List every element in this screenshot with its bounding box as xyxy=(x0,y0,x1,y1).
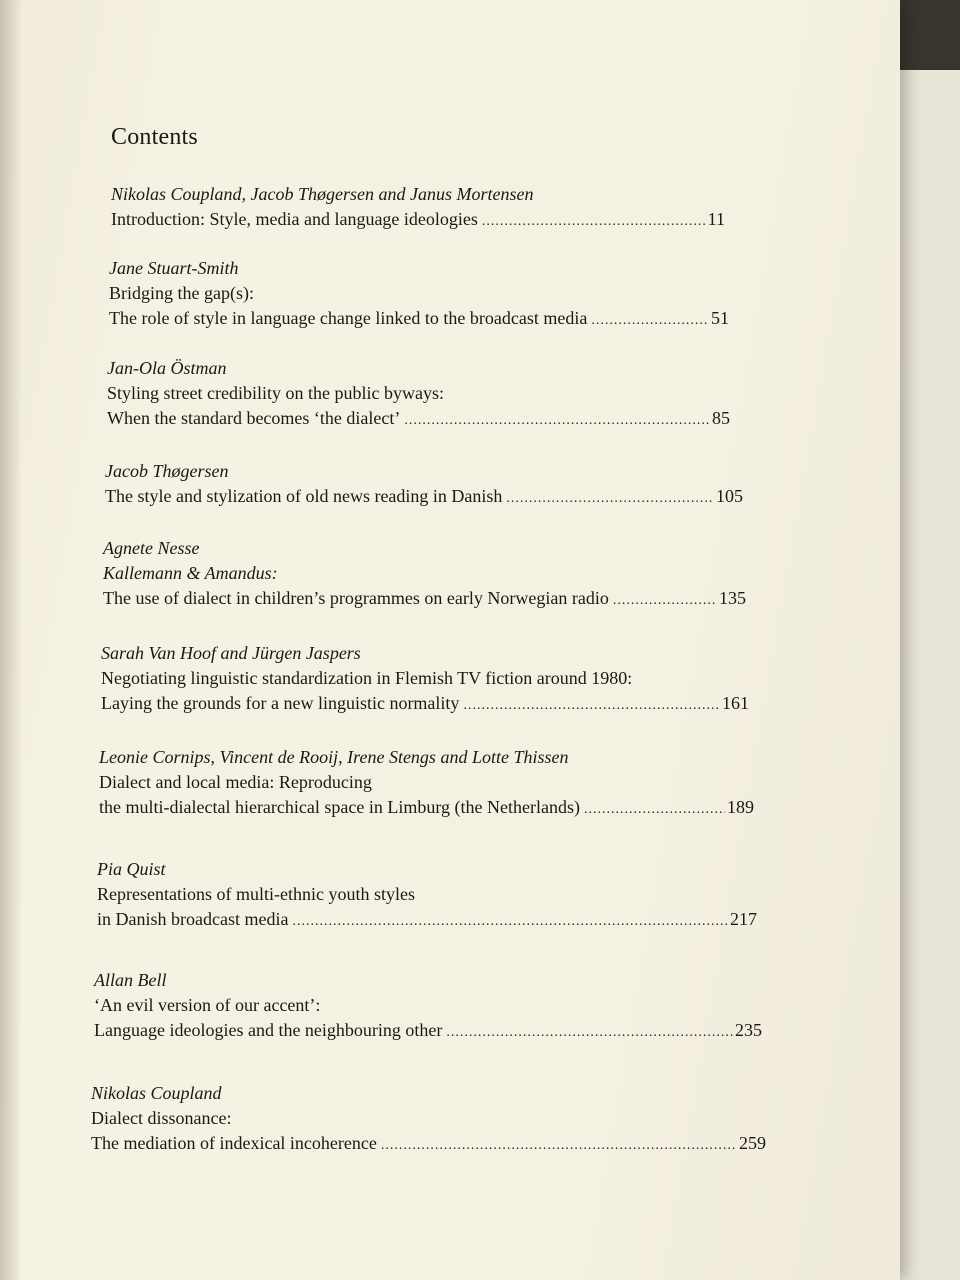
entry-page-number: 217 xyxy=(730,909,757,929)
toc-entry xyxy=(97,857,757,934)
dot-leader xyxy=(292,909,728,934)
entry-title-row xyxy=(101,691,749,718)
entry-title-line: Negotiating linguistic standardization in Flemish TV fiction around 1980: xyxy=(101,668,633,688)
entry-page-number: 235 xyxy=(735,1020,762,1040)
entry-title-line: Bridging the gap(s): xyxy=(109,283,254,303)
entry-title-row xyxy=(107,406,730,433)
entry-title: The style and stylization of old news reading in Danish xyxy=(105,486,503,506)
toc-entry xyxy=(107,356,730,433)
toc-entry xyxy=(101,641,749,718)
entry-title: The mediation of indexical incoherence xyxy=(91,1133,377,1153)
entry-author: Jacob Thøgersen xyxy=(105,461,229,481)
entry-author: Agnete Nesse xyxy=(103,538,200,558)
entry-author: Sarah Van Hoof and Jürgen Jaspers xyxy=(101,643,361,663)
entry-page-number: 189 xyxy=(727,797,754,817)
entry-author: Nikolas Coupland, Jacob Thøgersen and Janus Mortensen xyxy=(111,184,534,204)
entry-title-row xyxy=(105,484,743,511)
entry-title: The role of style in language change linked to the broadcast media xyxy=(109,308,588,328)
toc-entry xyxy=(105,459,743,511)
contents-heading: Contents xyxy=(111,124,198,150)
entry-title: Introduction: Style, media and language ideologies xyxy=(111,209,478,229)
entry-page-number: 161 xyxy=(722,693,749,713)
entry-title-row xyxy=(103,586,746,613)
entry-author: Jane Stuart-Smith xyxy=(109,258,239,278)
entry-author: Pia Quist xyxy=(97,859,166,879)
entry-page-number: 51 xyxy=(711,308,729,328)
toc-entry xyxy=(91,1081,766,1158)
entry-title: When the standard becomes ‘the dialect’ xyxy=(107,408,401,428)
entry-author: Leonie Cornips, Vincent de Rooij, Irene Stengs and Lotte Thissen xyxy=(99,747,569,767)
entry-title: in Danish broadcast media xyxy=(97,909,289,929)
entry-title-row xyxy=(99,795,754,822)
entry-title-row xyxy=(109,306,729,333)
entry-page-number: 85 xyxy=(712,408,730,428)
entry-title: the multi-dialectal hierarchical space in Limburg (the Netherlands) xyxy=(99,797,580,817)
dot-leader xyxy=(446,1020,733,1045)
entry-page-number: 11 xyxy=(707,209,725,229)
entry-title-line: ‘An evil version of our accent’: xyxy=(94,995,321,1015)
entry-title-row xyxy=(111,207,725,234)
entry-title: Language ideologies and the neighbouring other xyxy=(94,1020,443,1040)
entry-title-line: Dialect dissonance: xyxy=(91,1108,232,1128)
entry-title-line: Styling street credibility on the public byways: xyxy=(107,383,444,403)
entry-title-row xyxy=(94,1018,762,1045)
entry-title: The use of dialect in children’s programmes on early Norwegian radio xyxy=(103,588,609,608)
toc-entry xyxy=(99,745,754,822)
dot-leader xyxy=(381,1133,737,1158)
entry-title-line: Kallemann & Amandus: xyxy=(103,563,278,583)
dot-leader xyxy=(482,209,706,234)
dot-leader xyxy=(584,797,725,822)
entry-author: Jan-Ola Östman xyxy=(107,358,227,378)
toc-entry xyxy=(103,536,746,613)
entry-title-row xyxy=(97,907,757,934)
toc-entry xyxy=(94,968,762,1045)
entry-title-line: Representations of multi-ethnic youth styles xyxy=(97,884,415,904)
entry-page-number: 105 xyxy=(716,486,743,506)
toc-entry xyxy=(109,256,729,333)
dot-leader xyxy=(506,486,714,511)
dot-leader xyxy=(591,308,709,333)
dot-leader xyxy=(463,693,720,718)
dot-leader xyxy=(613,588,717,613)
entry-author: Nikolas Coupland xyxy=(91,1083,222,1103)
dot-leader xyxy=(404,408,710,433)
entry-author: Allan Bell xyxy=(94,970,167,990)
entry-page-number: 259 xyxy=(739,1133,766,1153)
entry-title: Laying the grounds for a new linguistic normality xyxy=(101,693,460,713)
entry-title-row xyxy=(91,1131,766,1158)
entry-title-line: Dialect and local media: Reproducing xyxy=(99,772,372,792)
entry-page-number: 135 xyxy=(719,588,746,608)
toc-entry xyxy=(111,182,725,234)
